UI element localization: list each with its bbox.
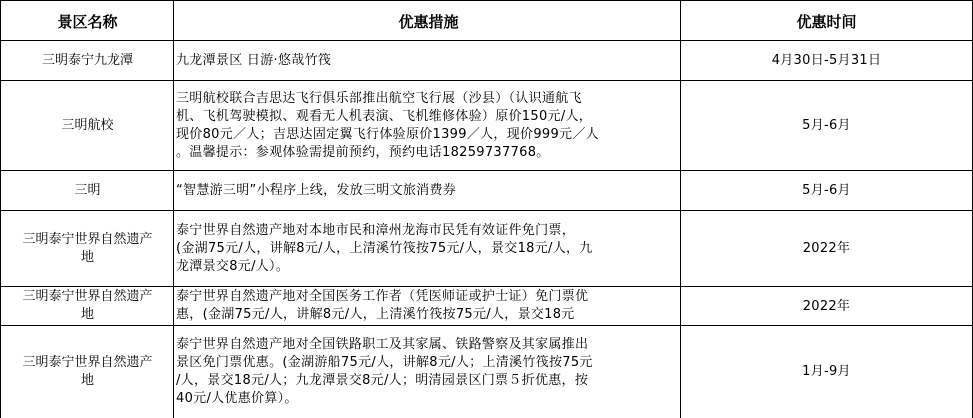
table-row (0, 210, 973, 287)
offer-description (173, 326, 681, 418)
offer-description (173, 211, 681, 287)
table-row (0, 40, 973, 81)
table-row (0, 80, 973, 171)
table-row (0, 170, 973, 211)
offer-description (173, 81, 681, 171)
scenic-name (0, 326, 174, 418)
offer-description-line: 泰宁世界自然遗产地对全国医务工作者（凭医师证或护士证）免门票优 (176, 289, 589, 304)
table-row (0, 286, 973, 326)
offer-description-line: 龙潭景交8元/人）。 (176, 259, 290, 274)
scenic-name-line: 三明泰宁世界自然遗产 (22, 232, 153, 247)
offer-description-line: 机、飞机驾驶模拟、观看无人机表演、飞机维修体验）原价150元/人， (176, 109, 593, 124)
offer-time: 1月-9月 (680, 326, 973, 418)
offer-description-line: 泰宁世界自然遗产地对本地市民和漳州龙海市民凭有效证件免门票， (176, 223, 576, 238)
header-offer: 优惠措施 (173, 1, 681, 41)
header-name: 景区名称 (0, 1, 174, 41)
offer-time: 2022年 (680, 211, 973, 287)
scenic-name (0, 287, 174, 326)
offer-time: 5月-6月 (680, 171, 973, 211)
offer-description-line: 40元/人优惠价算）。 (176, 391, 298, 406)
table-row (0, 325, 973, 418)
offer-description-line: 惠，(金湖75元/人，讲解8元/人，上清溪竹筏按75元/人，景交18元 (176, 307, 575, 322)
header-time: 优惠时间 (680, 1, 973, 41)
offer-description (173, 41, 681, 81)
scenic-name (0, 81, 174, 171)
offer-description-line: 现价80元／人；吉思达固定翼飞行体验原价1399／人，现价999元／人 (176, 127, 599, 142)
offer-description-line: (金湖75元/人，讲解8元/人，上清溪竹筏按75元/人，景交18元/人，九 (176, 241, 593, 256)
offer-time: 5月-6月 (680, 81, 973, 171)
offer-time: 4月30日-5月31日 (680, 41, 973, 81)
offer-description-line: 景区免门票优惠。(金湖游船75元/人，讲解8元/人；上清溪竹筏按75元 (176, 355, 593, 370)
scenic-name (0, 41, 174, 81)
scenic-name-line: 三明泰宁九龙潭 (41, 53, 133, 68)
scenic-name-line: 地 (80, 250, 94, 265)
offer-description-line: 泰宁世界自然遗产地对全国铁路职工及其家属、铁路警察及其家属推出 (176, 337, 589, 352)
scenic-name-line: 三明 (74, 183, 101, 198)
offer-description-line: 三明航校联合吉思达飞行俱乐部推出航空飞行展（沙县）（认识通航飞 (176, 91, 582, 106)
offer-description-line: 九龙潭景区 日游·悠哉竹筏 (176, 53, 332, 68)
offer-description-line: /人，景交18元/人；九龙潭景交8元/人；明清园景区门票５折优惠，按 (176, 373, 589, 388)
offer-description-line: “智慧游三明”小程序上线，发放三明文旅消费券 (176, 183, 457, 198)
offer-description (173, 287, 681, 326)
offer-description (173, 171, 681, 211)
scenic-name (0, 211, 174, 287)
offer-description-line: 。温馨提示：参观体验需提前预约，预约电话18259737768。 (176, 145, 550, 160)
scenic-name-line: 地 (80, 373, 94, 388)
scenic-name (0, 171, 174, 211)
scenic-name-line: 三明泰宁世界自然遗产 (22, 289, 153, 304)
scenic-name-line: 地 (80, 307, 94, 322)
table-header (0, 0, 973, 41)
scenic-name-line: 三明泰宁世界自然遗产 (22, 355, 153, 370)
scenic-name-line: 三明航校 (61, 118, 114, 133)
offer-time: 2022年 (680, 287, 973, 326)
